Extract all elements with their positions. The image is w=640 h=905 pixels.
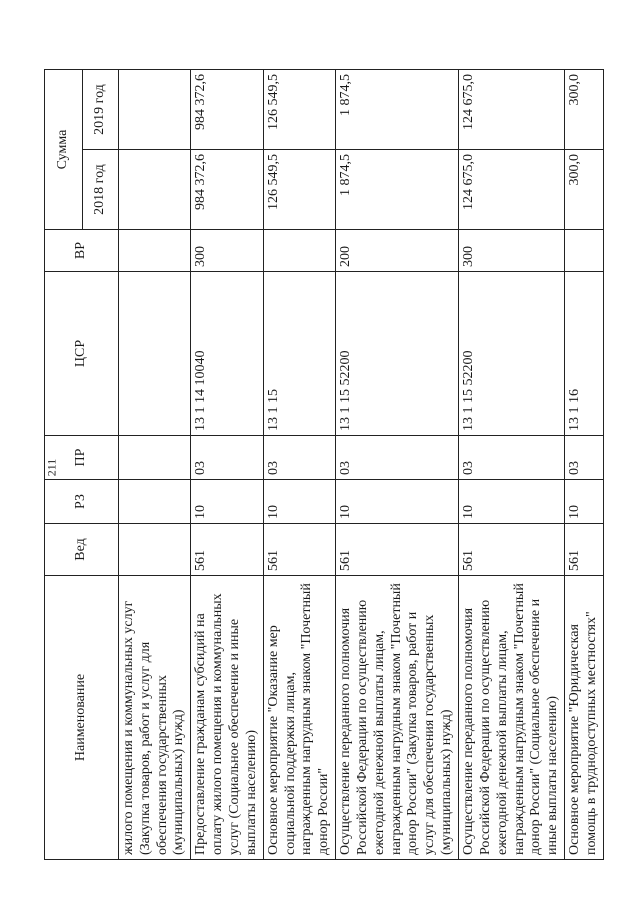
row-csr: 13 1 15 52200 (459, 272, 565, 436)
row-sum-2019 (119, 70, 191, 150)
table-row (459, 70, 565, 860)
row-ved: 561 (565, 524, 604, 576)
row-vr: 200 (336, 230, 459, 272)
header-2018: 2018 год (83, 150, 119, 230)
row-sum-2019: 124 675,0 (459, 70, 565, 150)
row-csr: 13 1 16 (565, 272, 604, 436)
row-sum-2019: 300,0 (565, 70, 604, 150)
row-csr: 13 1 15 (263, 272, 335, 436)
row-rz: 10 (191, 480, 263, 524)
row-ved (119, 524, 191, 576)
header-2019: 2019 год (83, 70, 119, 150)
row-sum-2018: 126 549,5 (263, 150, 335, 230)
row-ved: 561 (191, 524, 263, 576)
table-row (565, 70, 604, 860)
table-row (191, 70, 263, 860)
header-pr: ПР (45, 436, 119, 480)
page-number: 211 (44, 458, 59, 477)
row-csr: 13 1 14 10040 (191, 272, 263, 436)
row-sum-2018: 300,0 (565, 150, 604, 230)
row-csr (119, 272, 191, 436)
row-pr: 03 (336, 436, 459, 480)
row-sum-2018: 124 675,0 (459, 150, 565, 230)
row-sum-2018: 984 372,6 (191, 150, 263, 230)
row-pr: 03 (459, 436, 565, 480)
row-sum-2019: 126 549,5 (263, 70, 335, 150)
row-rz: 10 (459, 480, 565, 524)
row-name: Предоставление гражданам субсидий на оплату жилого помещения и коммунальных услуг (Социальное обеспечение и иные выплаты населению) (191, 576, 263, 860)
row-csr: 13 1 15 52200 (336, 272, 459, 436)
row-vr (263, 230, 335, 272)
row-sum-2019: 1 874,5 (336, 70, 459, 150)
header-row-1 (45, 70, 83, 860)
row-pr: 03 (565, 436, 604, 480)
row-name: Основное мероприятие "Юридическая помощь в труднодоступных местностях" (565, 576, 604, 860)
row-pr (119, 436, 191, 480)
table-row (119, 70, 191, 860)
row-sum-2019: 984 372,6 (191, 70, 263, 150)
row-vr: 300 (191, 230, 263, 272)
row-name: Основное мероприятие "Оказание мер социальной поддержки лицам, награжденным нагрудным знаком "Почетный донор России" (263, 576, 335, 860)
row-ved: 561 (263, 524, 335, 576)
row-name: Осуществление переданного полномочия Российской Федерации по осуществлению ежегодной денежной выплаты лицам, награжденным нагрудным знаком "Почетный донор России" (Социальное обеспечение и иные выплаты населению) (459, 576, 565, 860)
row-rz: 10 (565, 480, 604, 524)
header-name: Наименование (45, 576, 119, 860)
row-vr: 300 (459, 230, 565, 272)
rotated-table-container (44, 70, 604, 860)
row-rz: 10 (263, 480, 335, 524)
row-rz: 10 (336, 480, 459, 524)
row-sum-2018: 1 874,5 (336, 150, 459, 230)
row-sum-2018 (119, 150, 191, 230)
header-ved: Вед (45, 524, 119, 576)
budget-table (44, 69, 604, 860)
table-row (336, 70, 459, 860)
header-vr: ВР (45, 230, 119, 272)
row-pr: 03 (263, 436, 335, 480)
header-rz: РЗ (45, 480, 119, 524)
row-name: Осуществление переданного полномочия Российской Федерации по осуществлению ежегодной денежной выплаты лицам, награжденным нагрудным знаком "Почетный донор России" (Закупка товаров, работ и услуг для обеспечения государственных (муниципальных) нужд) (336, 576, 459, 860)
header-csr: ЦСР (45, 272, 119, 436)
row-ved: 561 (459, 524, 565, 576)
row-name: жилого помещения и коммунальных услуг (Закупка товаров, работ и услуг для обеспечения государственных (муниципальных) нужд) (119, 576, 191, 860)
row-ved: 561 (336, 524, 459, 576)
row-rz (119, 480, 191, 524)
table-row (263, 70, 335, 860)
row-pr: 03 (191, 436, 263, 480)
header-sum: Сумма (45, 70, 83, 230)
row-vr (565, 230, 604, 272)
row-vr (119, 230, 191, 272)
